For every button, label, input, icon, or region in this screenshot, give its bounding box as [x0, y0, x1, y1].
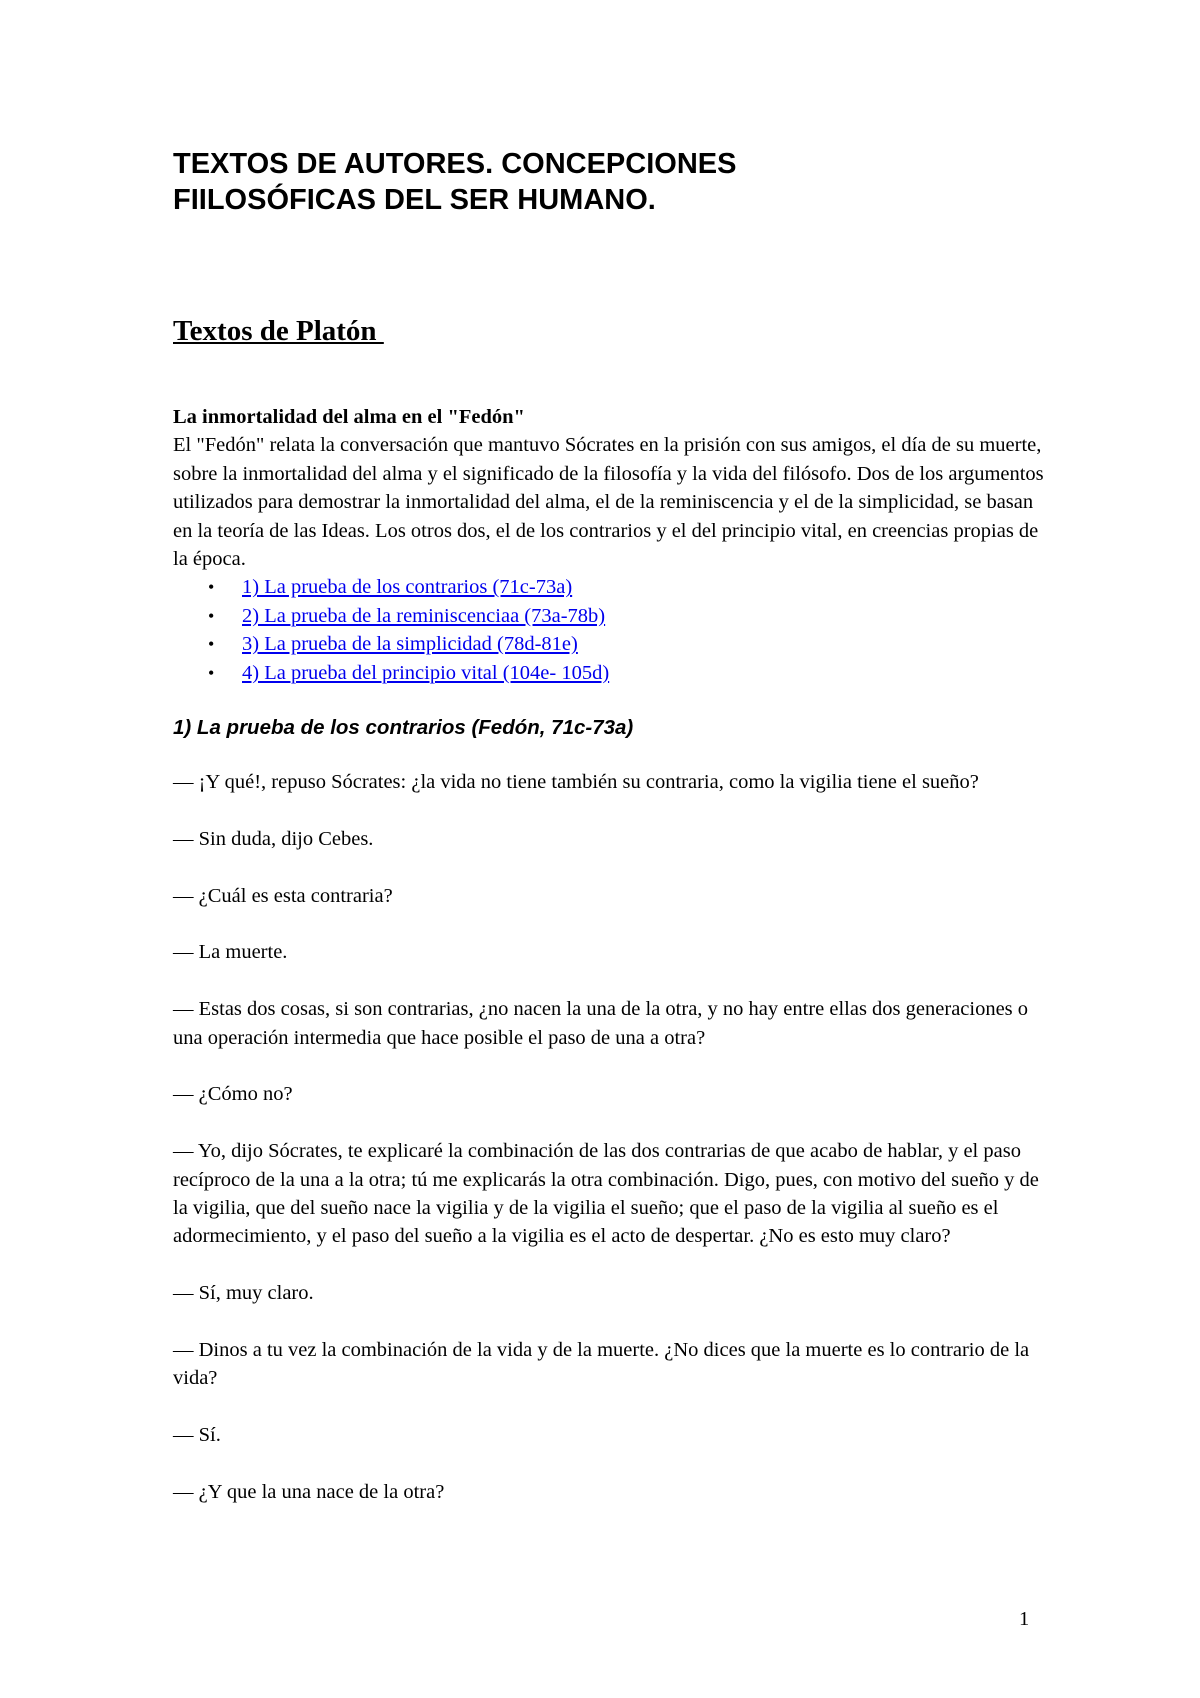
dialogue-line: — Dinos a tu vez la combinación de la vida y de la muerte. ¿No dices que la muerte es lo contrario de la vida?	[173, 1339, 1030, 1390]
section-title: Textos de Platón	[173, 315, 384, 347]
toc-item	[208, 602, 1053, 630]
dialogue-line: — ¿Cómo no?	[173, 1083, 293, 1106]
bullet-icon: •	[208, 662, 215, 683]
dialogue-line: — La muerte.	[173, 941, 288, 964]
toc-item	[208, 630, 1053, 658]
document-title	[173, 146, 1053, 218]
toc-link-2[interactable]: 2) La prueba de la reminiscenciaa (73a-78b)	[242, 604, 606, 627]
fedon-section	[173, 403, 1053, 687]
dialogue-line: — ¿Y que la una nace de la otra?	[173, 1481, 445, 1503]
dialogue-line: — Sin duda, dijo Cebes.	[173, 827, 374, 850]
proof-title: 1) La prueba de los contrarios (Fedón, 71c-73a)	[173, 716, 634, 739]
table-of-contents	[173, 573, 1053, 687]
intro-paragraph: El "Fedón" relata la conversación que mantuvo Sócrates en la prisión con sus amigos, el día de su muerte, sobre la inmortalidad del alma y el significado de la filosofía y la vida del filósofo. Dos de los argumentos utilizados para demostrar la inmortalidad del alma, el de la reminiscencia y el de la simplicidad, se basan en la teoría de las Ideas. Los otros dos, el de los contrarios y el del principio vital, en creencias propias de la época.	[173, 434, 1044, 571]
page-number: 1	[1019, 1608, 1030, 1630]
bullet-icon: •	[208, 634, 215, 655]
bullet-icon: •	[208, 605, 215, 626]
bullet-icon: •	[208, 577, 215, 598]
document-title-line-2: FIILOSÓFICAS DEL SER HUMANO.	[173, 184, 656, 216]
dialogue-line: — ¡Y qué!, repuso Sócrates: ¿la vida no tiene también su contraria, como la vigilia tiene el sueño?	[173, 771, 979, 793]
dialogue-line: — Sí, muy claro.	[173, 1282, 314, 1305]
dialogue-line: — Yo, dijo Sócrates, te explicaré la combinación de las dos contrarias de que acabo de hablar, y el paso recíproco de la una a la otra; tú me explicarás la otra combinación. Digo, pues, con motivo del sueño y de la vigilia, que del sueño nace la vigilia y de la vigilia el sueño; que el paso de la vigilia al sueño es el adormecimiento, y el paso del sueño a la vigilia es el acto de despertar. ¿No es esto muy claro?	[173, 1140, 1039, 1248]
toc-link-3[interactable]: 3) La prueba de la simplicidad (78d-81e)	[242, 633, 578, 656]
document-page	[173, 140, 1053, 1503]
document-title-line-1: TEXTOS DE AUTORES. CONCEPCIONES	[173, 148, 737, 180]
toc-item	[208, 659, 1053, 687]
dialogue-line: — Estas dos cosas, si son contrarias, ¿no nacen la una de la otra, y no hay entre ellas dos generaciones o una operación intermedia que hace posible el paso de una a otra?	[173, 998, 1029, 1049]
dialogue-line: — ¿Cuál es esta contraria?	[173, 884, 393, 907]
dialogue-line: — Sí.	[173, 1424, 221, 1447]
sub-heading: La inmortalidad del alma en el "Fedón"	[173, 406, 525, 428]
toc-item	[208, 573, 1053, 601]
toc-link-4[interactable]: 4) La prueba del principio vital (104e- 105d)	[242, 661, 610, 684]
toc-link-1[interactable]: 1) La prueba de los contrarios (71c-73a)	[242, 576, 573, 599]
dialogue	[173, 768, 1053, 1535]
